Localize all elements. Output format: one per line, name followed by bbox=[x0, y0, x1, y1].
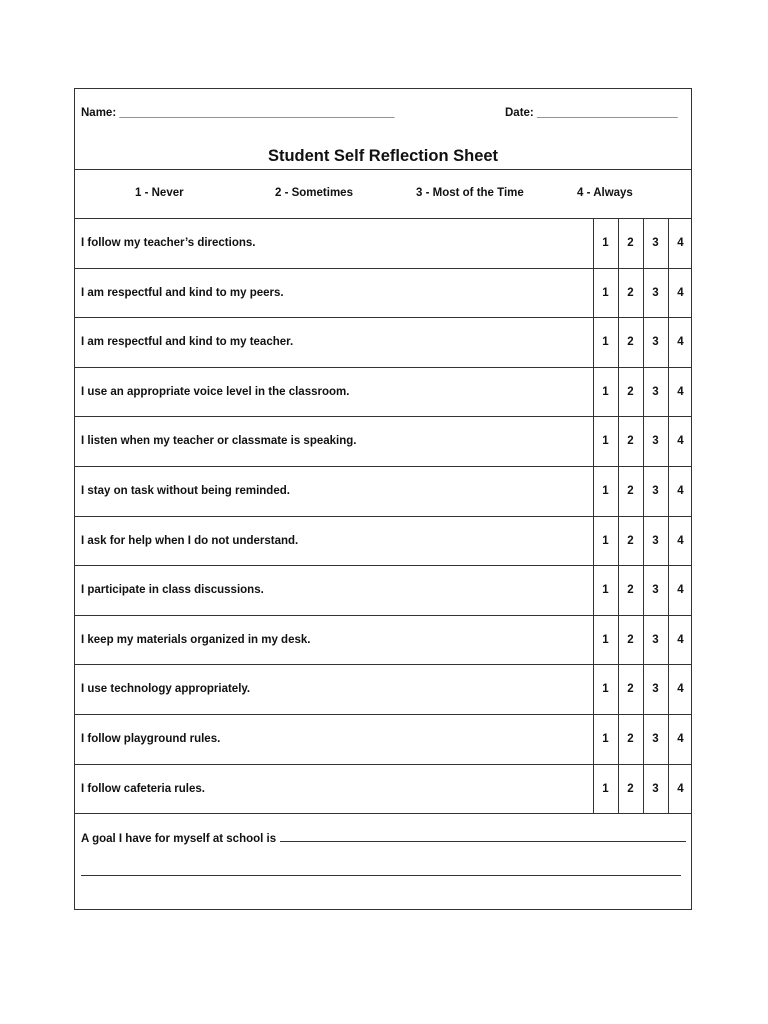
statement-text: I keep my materials organized in my desk. bbox=[81, 633, 311, 646]
statement-row bbox=[75, 516, 691, 566]
row-divider bbox=[75, 367, 691, 368]
statement-text: I stay on task without being reminded. bbox=[81, 485, 290, 497]
name-field[interactable]: Name: ___________________________________________ bbox=[81, 107, 395, 119]
rating-option-1[interactable]: 1 bbox=[602, 336, 609, 349]
scale-sometimes: 2 - Sometimes bbox=[275, 187, 353, 199]
row-divider bbox=[75, 268, 691, 269]
rating-option-2[interactable]: 2 bbox=[627, 237, 634, 249]
date-field[interactable]: Date: ______________________ bbox=[505, 107, 678, 119]
goal-label: A goal I have for myself at school is bbox=[81, 833, 277, 845]
row-divider bbox=[75, 714, 691, 715]
rating-option-2[interactable]: 2 bbox=[627, 385, 634, 398]
rating-option-1[interactable]: 1 bbox=[602, 683, 609, 696]
rating-option-3[interactable]: 3 bbox=[652, 733, 659, 745]
rating-option-2[interactable]: 2 bbox=[627, 683, 634, 696]
rating-option-3[interactable]: 3 bbox=[652, 485, 659, 497]
statement-text: I use an appropriate voice level in the classroom. bbox=[81, 385, 350, 398]
statement-row bbox=[75, 367, 691, 417]
statement-text: I am respectful and kind to my peers. bbox=[81, 286, 284, 299]
rating-option-3[interactable]: 3 bbox=[652, 435, 659, 448]
rating-option-2[interactable]: 2 bbox=[627, 286, 634, 299]
rating-option-3[interactable]: 3 bbox=[652, 237, 659, 249]
row-divider bbox=[75, 764, 691, 765]
statement-row bbox=[75, 565, 691, 615]
rating-option-1[interactable]: 1 bbox=[602, 237, 609, 249]
rating-option-3[interactable]: 3 bbox=[652, 782, 659, 795]
rating-option-3[interactable]: 3 bbox=[652, 336, 659, 349]
rating-option-1[interactable]: 1 bbox=[602, 633, 609, 646]
rating-option-3[interactable]: 3 bbox=[652, 534, 659, 547]
rating-option-1[interactable]: 1 bbox=[602, 385, 609, 398]
rating-option-4[interactable]: 4 bbox=[677, 385, 684, 398]
rating-option-4[interactable]: 4 bbox=[677, 435, 684, 448]
rating-option-1[interactable]: 1 bbox=[602, 435, 609, 448]
divider bbox=[75, 169, 691, 170]
rating-option-4[interactable]: 4 bbox=[677, 336, 684, 349]
statement-row bbox=[75, 764, 691, 814]
statement-text: I follow cafeteria rules. bbox=[81, 782, 205, 795]
rating-option-1[interactable]: 1 bbox=[602, 584, 609, 597]
goal-answer-line[interactable] bbox=[280, 831, 686, 842]
rating-option-4[interactable]: 4 bbox=[677, 782, 684, 795]
row-divider bbox=[75, 664, 691, 665]
statement-row bbox=[75, 714, 691, 764]
rating-option-4[interactable]: 4 bbox=[677, 683, 684, 696]
statement-text: I use technology appropriately. bbox=[81, 683, 251, 696]
rating-option-4[interactable]: 4 bbox=[677, 733, 684, 745]
rating-option-4[interactable]: 4 bbox=[677, 633, 684, 646]
statement-row bbox=[75, 664, 691, 714]
rating-option-3[interactable]: 3 bbox=[652, 633, 659, 646]
rating-option-2[interactable]: 2 bbox=[627, 534, 634, 547]
rating-option-2[interactable]: 2 bbox=[627, 733, 634, 745]
row-divider bbox=[75, 317, 691, 318]
statement-text: I listen when my teacher or classmate is speaking. bbox=[81, 435, 357, 448]
rating-option-4[interactable]: 4 bbox=[677, 584, 684, 597]
rating-option-3[interactable]: 3 bbox=[652, 385, 659, 398]
reflection-sheet bbox=[74, 88, 692, 910]
statement-row bbox=[75, 268, 691, 318]
rating-option-1[interactable]: 1 bbox=[602, 286, 609, 299]
statement-row bbox=[75, 615, 691, 665]
row-divider bbox=[75, 466, 691, 467]
rating-option-3[interactable]: 3 bbox=[652, 683, 659, 696]
statement-row bbox=[75, 218, 691, 268]
statement-row bbox=[75, 416, 691, 466]
statement-row bbox=[75, 317, 691, 367]
statement-row bbox=[75, 466, 691, 516]
rating-option-1[interactable]: 1 bbox=[602, 782, 609, 795]
statement-text: I ask for help when I do not understand. bbox=[81, 534, 299, 547]
goal-prompt[interactable] bbox=[81, 831, 686, 845]
row-divider bbox=[75, 565, 691, 566]
scale-most-of-the-time: 3 - Most of the Time bbox=[416, 187, 524, 199]
page-title: Student Self Reflection Sheet bbox=[267, 147, 499, 165]
rating-option-4[interactable]: 4 bbox=[677, 237, 684, 249]
rating-option-2[interactable]: 2 bbox=[627, 633, 634, 646]
statement-text: I follow my teacher’s directions. bbox=[81, 237, 256, 249]
divider bbox=[75, 813, 691, 814]
rating-option-2[interactable]: 2 bbox=[627, 485, 634, 497]
statement-text: I am respectful and kind to my teacher. bbox=[81, 336, 294, 349]
statement-text: I follow playground rules. bbox=[81, 733, 221, 745]
rating-option-1[interactable]: 1 bbox=[602, 733, 609, 745]
rating-option-2[interactable]: 2 bbox=[627, 336, 634, 349]
rating-option-1[interactable]: 1 bbox=[602, 485, 609, 497]
scale-never: 1 - Never bbox=[135, 187, 184, 199]
rating-option-2[interactable]: 2 bbox=[627, 435, 634, 448]
rating-option-4[interactable]: 4 bbox=[677, 534, 684, 547]
rating-option-2[interactable]: 2 bbox=[627, 782, 634, 795]
rating-option-3[interactable]: 3 bbox=[652, 286, 659, 299]
rating-option-3[interactable]: 3 bbox=[652, 584, 659, 597]
rating-option-4[interactable]: 4 bbox=[677, 286, 684, 299]
row-divider bbox=[75, 416, 691, 417]
row-divider bbox=[75, 615, 691, 616]
scale-always: 4 - Always bbox=[577, 187, 633, 199]
goal-answer-line-2[interactable] bbox=[81, 875, 681, 876]
rating-option-4[interactable]: 4 bbox=[677, 485, 684, 497]
rating-option-1[interactable]: 1 bbox=[602, 534, 609, 547]
row-divider bbox=[75, 516, 691, 517]
rating-option-2[interactable]: 2 bbox=[627, 584, 634, 597]
statement-text: I participate in class discussions. bbox=[81, 584, 264, 597]
